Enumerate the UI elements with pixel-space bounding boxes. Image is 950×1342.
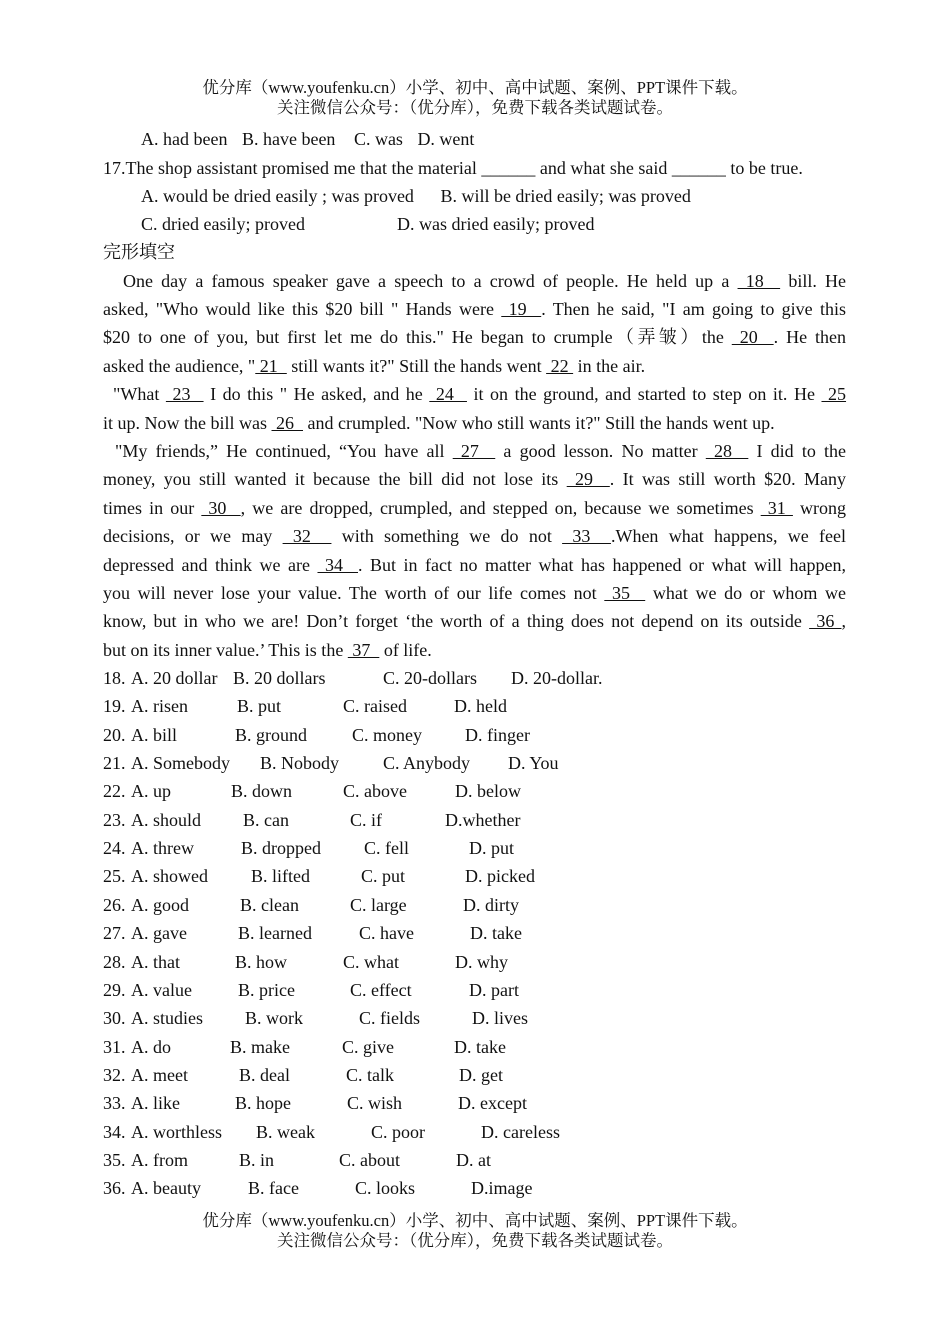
- option-d: D. except: [458, 1093, 527, 1114]
- blank-36: 36: [809, 611, 842, 631]
- option-d: D.whether: [445, 809, 521, 830]
- option-c: C. money: [352, 724, 422, 745]
- option-d: D. put: [469, 838, 514, 859]
- option-number: 20.: [103, 724, 126, 745]
- option-number: 36.: [103, 1178, 126, 1199]
- option-d: D. take: [470, 923, 522, 944]
- blank-35: 35: [604, 583, 646, 603]
- option-c: C. have: [359, 923, 414, 944]
- q17-option-c: C. dried easily; proved: [141, 214, 305, 234]
- passage-line: it up. Now the bill was 26 and crumpled. "Now who still wants it?" Still the hands went up.: [103, 413, 775, 433]
- q17-options-row2: [141, 210, 594, 238]
- option-number: 25.: [103, 866, 126, 887]
- option-c: C. give: [342, 1036, 394, 1057]
- passage-line: but on its inner value.’ This is the 37 of life.: [103, 640, 432, 660]
- passage-line: "My friends,” He continued, “You have all 27 a good lesson. No matter 28 I did to the: [115, 441, 847, 461]
- option-d: D. why: [455, 951, 508, 972]
- option-b: B. 20 dollars: [233, 668, 326, 688]
- option-b: B. put: [237, 696, 282, 717]
- blank-25: 25: [821, 384, 847, 404]
- blank-33: 33: [562, 526, 611, 546]
- q17-stem: 17.The shop assistant promised me that the material ______ and what she said ______ to be true.: [103, 158, 803, 178]
- option-c: C. fell: [364, 838, 409, 859]
- option-d: D. You: [508, 753, 559, 774]
- option-number: 28.: [103, 951, 126, 972]
- passage-line: money, you still wanted it because the bill did not lose its 29 . It was still worth $20. Many: [103, 469, 846, 489]
- option-c: C. above: [343, 781, 407, 802]
- blank-23: 23: [165, 384, 204, 404]
- option-b: B. face: [248, 1178, 299, 1199]
- option-d: D. get: [459, 1064, 503, 1085]
- blank-32: 32: [282, 526, 332, 546]
- option-c: C. wish: [347, 1093, 403, 1114]
- blank-18: 18: [737, 271, 781, 291]
- option-c: C. 20-dollars: [383, 668, 477, 688]
- option-number: 30.: [103, 1008, 126, 1029]
- page-header: [0, 78, 950, 118]
- option-d: D. 20-dollar.: [511, 668, 603, 688]
- option-d: D. take: [454, 1036, 506, 1057]
- option-a: A. showed: [131, 866, 208, 887]
- option-number: 34.: [103, 1121, 126, 1142]
- blank-37: 37: [347, 640, 380, 660]
- blank-26: 26: [271, 413, 303, 433]
- q16-option-c: C. was: [353, 129, 403, 149]
- option-b: B. how: [235, 951, 288, 972]
- option-c: C. talk: [346, 1064, 394, 1085]
- passage-line: asked the audience, " 21 still wants it?" Still the hands went 22 in the air.: [103, 356, 646, 376]
- option-number: 29.: [103, 979, 126, 1000]
- option-b: B. make: [230, 1036, 290, 1057]
- option-c: C. about: [339, 1149, 400, 1170]
- q16-option-a: A. had been: [141, 129, 228, 149]
- option-c: C. Anybody: [383, 753, 471, 774]
- header-line-1: 优分库（www.youfenku.cn）小学、初中、高中试题、案例、PPT课件下载。: [202, 78, 748, 97]
- passage-line: times in our 30 , we are dropped, crumpled, and stepped on, because we sometimes 31 wrong: [103, 498, 847, 518]
- option-c: C. raised: [343, 696, 407, 717]
- option-b: B. Nobody: [260, 753, 340, 774]
- blank-19: 19: [501, 299, 542, 319]
- q16-option-d: D. went: [417, 129, 475, 149]
- option-b: B. lifted: [251, 866, 310, 887]
- option-c: C. looks: [355, 1178, 416, 1199]
- option-a: A. Somebody: [131, 753, 230, 774]
- q17-option-a: A. would be dried easily ; was proved: [141, 186, 414, 206]
- option-number: 23.: [103, 809, 126, 830]
- option-d: D. part: [469, 979, 519, 1000]
- option-a: A. gave: [131, 923, 187, 944]
- option-a: A. do: [131, 1036, 171, 1057]
- passage-line: depressed and think we are 34 . But in fact no matter what has happened or what will happen,: [103, 555, 847, 575]
- option-d: D. dirty: [463, 894, 519, 915]
- q17-options-row1: [141, 182, 691, 210]
- blank-28: 28: [705, 441, 749, 461]
- option-number: 26.: [103, 894, 126, 915]
- option-number: 18.: [103, 668, 126, 688]
- option-d: D.image: [471, 1178, 533, 1199]
- option-number: 32.: [103, 1064, 126, 1085]
- blank-29: 29: [566, 469, 610, 489]
- option-number: 33.: [103, 1093, 126, 1114]
- option-number: 21.: [103, 753, 126, 774]
- option-b: B. in: [239, 1149, 275, 1170]
- option-d: D. lives: [472, 1008, 528, 1029]
- option-a: A. worthless: [131, 1121, 222, 1142]
- option-a: A. good: [131, 894, 189, 915]
- option-a: A. bill: [131, 724, 178, 745]
- option-a: A. risen: [131, 696, 188, 717]
- option-c: C. effect: [350, 979, 412, 1000]
- option-c: C. large: [350, 894, 407, 915]
- passage-line: asked, "Who would like this $20 bill " Hands were 19 . Then he said, "I am going to give this: [103, 299, 846, 319]
- option-b: B. learned: [238, 923, 312, 944]
- blank-31: 31: [760, 498, 793, 518]
- option-a: A. from: [131, 1149, 188, 1170]
- option-d: D. below: [455, 781, 521, 802]
- blank-27: 27: [452, 441, 496, 461]
- page-footer: [0, 1211, 950, 1251]
- option-number: 22.: [103, 781, 126, 802]
- blank-20: 20: [731, 327, 774, 347]
- option-b: B. dropped: [241, 838, 321, 859]
- option-a: A. up: [131, 781, 171, 802]
- option-c: C. put: [361, 866, 406, 887]
- passage-line: One day a famous speaker gave a speech to a crowd of people. He held up a 18 bill. He: [123, 271, 846, 291]
- blank-30: 30: [201, 498, 241, 518]
- footer-line-2: 关注微信公众号：（优分库），免费下载各类试题试卷。: [277, 1231, 673, 1250]
- option-b: B. hope: [235, 1093, 291, 1114]
- option-d: D. at: [456, 1149, 491, 1170]
- option-a: A. 20 dollar: [131, 668, 218, 688]
- option-a: A. studies: [131, 1008, 203, 1029]
- option-d: D. picked: [465, 866, 535, 887]
- option-a: A. value: [131, 979, 192, 1000]
- option-b: B. can: [243, 809, 289, 830]
- option-number: 35.: [103, 1149, 126, 1170]
- option-number: 24.: [103, 838, 126, 859]
- q17-option-d: D. was dried easily; proved: [397, 214, 595, 234]
- blank-34: 34: [317, 555, 359, 575]
- option-d: D. held: [454, 696, 507, 717]
- option-b: B. deal: [239, 1064, 290, 1085]
- passage-line: decisions, or we may 32 with something we do not 33 .When what happens, we feel: [103, 526, 846, 546]
- option-number: 27.: [103, 923, 126, 944]
- option-b: B. down: [231, 781, 293, 802]
- option-d: D. finger: [465, 724, 530, 745]
- blank-22: 22: [546, 356, 574, 376]
- option-a: A. beauty: [131, 1178, 201, 1199]
- option-c: C. poor: [371, 1121, 425, 1142]
- q16-options: [141, 125, 474, 153]
- option-a: A. meet: [131, 1064, 188, 1085]
- option-c: C. if: [350, 809, 383, 830]
- blank-21: 21: [255, 356, 287, 376]
- option-number: 19.: [103, 696, 126, 717]
- option-number: 31.: [103, 1036, 126, 1057]
- blank-24: 24: [429, 384, 467, 404]
- passage-line: you will never lose your value. The worth of our life comes not 35 what we do or whom we: [103, 583, 846, 603]
- option-a: A. like: [131, 1093, 180, 1114]
- option-c: C. fields: [359, 1008, 420, 1029]
- passage-line: know, but in who we are! Don’t forget ‘the worth of a thing does not depend on its outside 36 ,: [103, 611, 846, 631]
- option-a: A. threw: [131, 838, 194, 859]
- q16-option-b: B. have been: [241, 129, 336, 149]
- option-b: B. weak: [256, 1121, 315, 1142]
- option-c: C. what: [343, 951, 399, 972]
- header-line-2: 关注微信公众号：（优分库），免费下载各类试题试卷。: [277, 98, 673, 117]
- q17-option-b: B. will be dried easily; was proved: [440, 186, 691, 206]
- option-b: B. price: [238, 979, 295, 1000]
- option-b: B. ground: [235, 724, 307, 745]
- option-a: A. should: [131, 809, 202, 830]
- passage-line: "What 23 I do this " He asked, and he 24 it on the ground, and started to step on it. He 25: [113, 384, 847, 404]
- passage-line: $20 to one of you, but first let me do this." He began to crumple（弄皱）the 20 . He then: [103, 327, 847, 347]
- option-a: A. that: [131, 951, 180, 972]
- footer-line-1: 优分库（www.youfenku.cn）小学、初中、高中试题、案例、PPT课件下载。: [202, 1211, 748, 1230]
- option-d: D. careless: [481, 1121, 560, 1142]
- option-b: B. work: [245, 1008, 303, 1029]
- section-title: 完形填空: [103, 242, 175, 262]
- option-b: B. clean: [240, 894, 299, 915]
